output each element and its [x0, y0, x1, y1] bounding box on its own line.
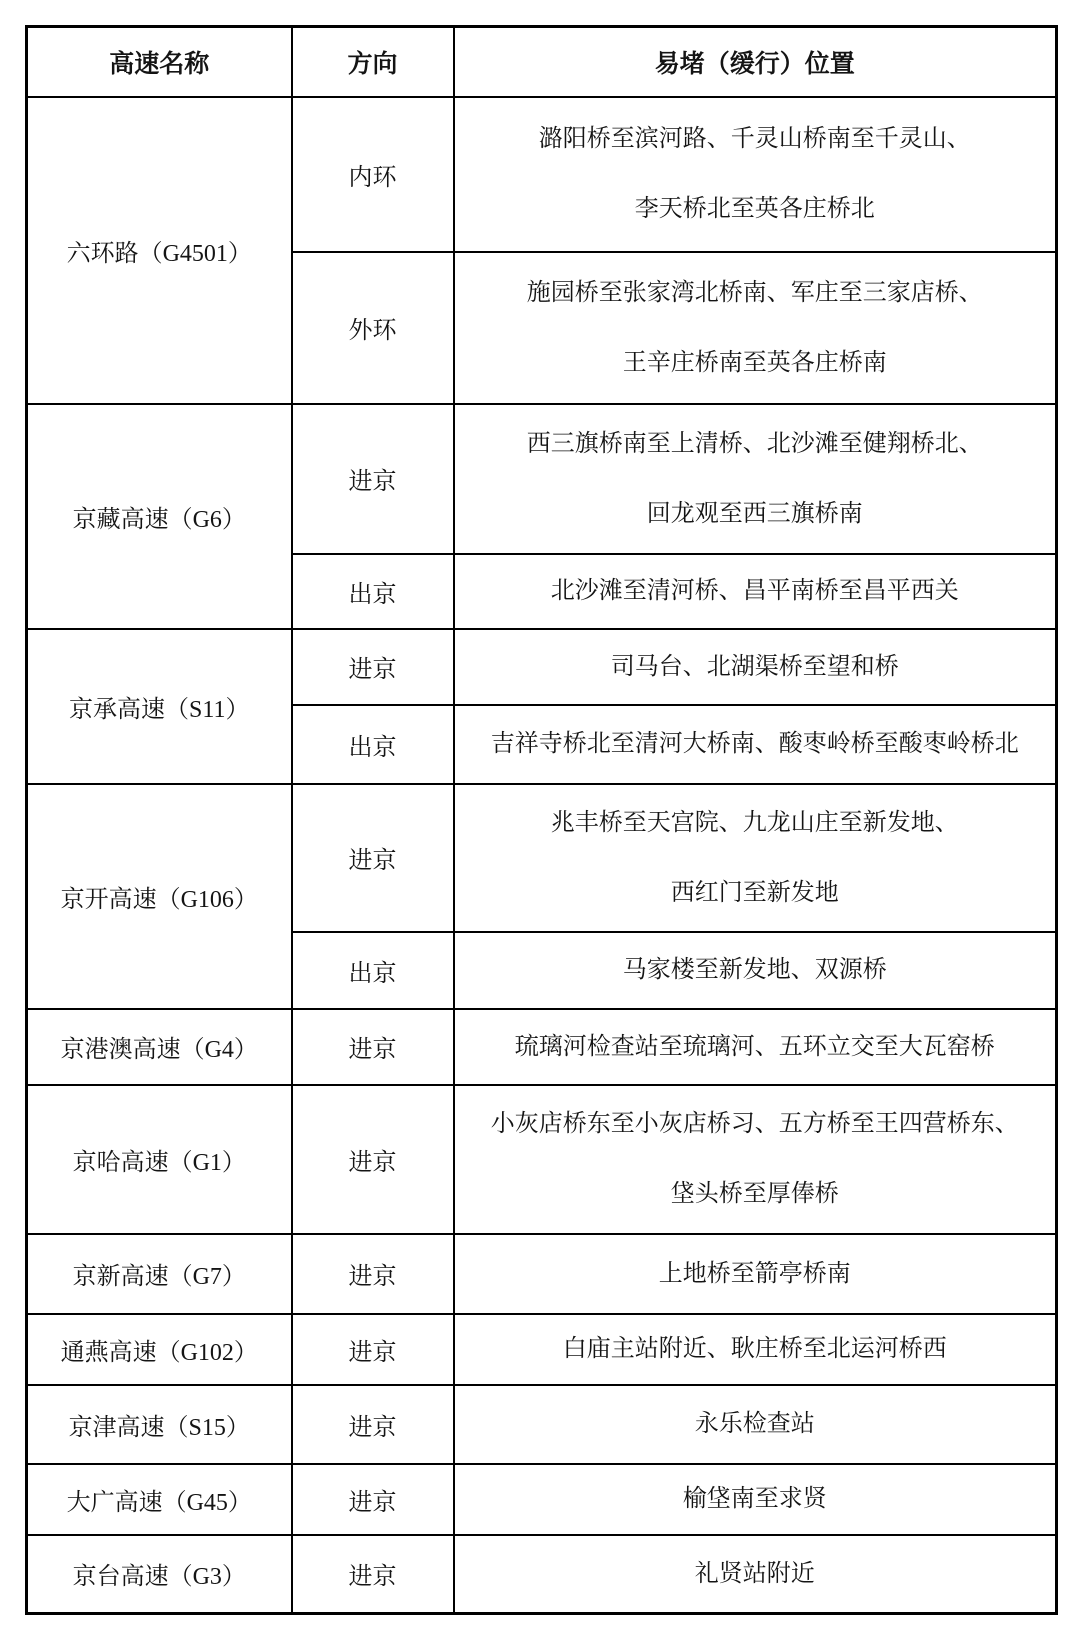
direction-cell: 进京 [292, 1314, 454, 1385]
location-cell [454, 784, 1057, 932]
location-line: 琉璃河检查站至琉璃河、五环立交至大瓦窑桥 [514, 1033, 995, 1060]
location-cell [454, 1464, 1057, 1535]
highway-name-cell: 京哈高速（G1） [27, 1085, 292, 1234]
location-line: 王辛庄桥南至英各庄桥南 [622, 349, 887, 376]
table-row [27, 404, 1057, 554]
location-line: 潞阳桥至滨河路、千灵山桥南至千灵山、 [538, 126, 971, 152]
location-cell [454, 705, 1057, 784]
location-line: 兆丰桥至天宫院、九龙山庄至新发地、 [550, 809, 959, 836]
location-cell [454, 1314, 1057, 1385]
table-row [27, 1464, 1057, 1535]
highway-congestion-table [25, 25, 1058, 1615]
location-line: 上地桥至箭亭桥南 [658, 1260, 851, 1287]
col-header-direction: 方向 [292, 27, 454, 97]
location-cell [454, 1234, 1057, 1314]
direction-cell: 进京 [292, 404, 454, 554]
direction-cell: 内环 [292, 97, 454, 252]
location-line: 永乐检查站 [694, 1411, 815, 1437]
table-row [27, 97, 1057, 252]
location-line: 西红门至新发地 [670, 879, 839, 906]
direction-cell: 外环 [292, 252, 454, 404]
table-row [27, 1009, 1057, 1085]
location-cell [454, 932, 1057, 1009]
direction-cell: 进京 [292, 1464, 454, 1535]
col-header-congestion-location: 易堵（缓行）位置 [454, 27, 1057, 97]
direction-cell: 出京 [292, 932, 454, 1009]
direction-cell: 进京 [292, 629, 454, 705]
location-line: 施园桥至张家湾北桥南、军庄至三家店桥、 [526, 279, 983, 306]
direction-cell: 进京 [292, 1009, 454, 1085]
location-cell [454, 252, 1057, 404]
table-row [27, 784, 1057, 932]
location-line: 司马台、北湖渠桥至望和桥 [610, 653, 899, 680]
highway-name-cell: 京藏高速（G6） [27, 404, 292, 629]
direction-cell: 进京 [292, 1385, 454, 1464]
highway-name-cell: 京台高速（G3） [27, 1535, 292, 1614]
location-cell [454, 97, 1057, 252]
direction-cell: 进京 [292, 1085, 454, 1234]
col-header-highway-name: 高速名称 [27, 27, 292, 97]
table-row [27, 1085, 1057, 1234]
location-line: 北沙滩至清河桥、昌平南桥至昌平西关 [550, 578, 959, 604]
highway-name-cell: 京港澳高速（G4） [27, 1009, 292, 1085]
location-cell [454, 1009, 1057, 1085]
highway-name-cell: 京津高速（S15） [27, 1385, 292, 1464]
location-line: 垡头桥至厚俸桥 [670, 1181, 839, 1207]
location-line: 礼贤站附近 [694, 1560, 815, 1587]
location-line: 马家楼至新发地、双源桥 [622, 957, 887, 983]
header-row [27, 27, 1057, 97]
table-row [27, 629, 1057, 705]
location-line: 李天桥北至英各庄桥北 [634, 196, 875, 222]
highway-name-cell: 大广高速（G45） [27, 1464, 292, 1535]
highway-name-cell: 六环路（G4501） [27, 97, 292, 404]
location-line: 吉祥寺桥北至清河大桥南、酸枣岭桥至酸枣岭桥北 [490, 731, 1019, 757]
location-cell [454, 629, 1057, 705]
direction-cell: 出京 [292, 705, 454, 784]
location-line: 榆垡南至求贤 [682, 1486, 827, 1512]
highway-name-cell: 京新高速（G7） [27, 1234, 292, 1314]
location-cell [454, 1535, 1057, 1614]
location-cell [454, 1085, 1057, 1234]
highway-name-cell: 京承高速（S11） [27, 629, 292, 784]
location-cell [454, 554, 1057, 629]
direction-cell: 出京 [292, 554, 454, 629]
table-row [27, 1234, 1057, 1314]
direction-cell: 进京 [292, 1535, 454, 1614]
location-line: 西三旗桥南至上清桥、北沙滩至健翔桥北、 [526, 430, 983, 457]
location-line: 回龙观至西三旗桥南 [646, 500, 863, 527]
location-line: 白庙主站附近、耿庄桥至北运河桥西 [562, 1336, 947, 1362]
highway-name-cell: 通燕高速（G102） [27, 1314, 292, 1385]
location-cell [454, 1385, 1057, 1464]
location-line: 小灰店桥东至小灰店桥习、五方桥至王四营桥东、 [490, 1111, 1019, 1137]
highway-name-cell: 京开高速（G106） [27, 784, 292, 1009]
table-row [27, 1535, 1057, 1614]
location-cell [454, 404, 1057, 554]
table-row [27, 1314, 1057, 1385]
direction-cell: 进京 [292, 784, 454, 932]
table-row [27, 1385, 1057, 1464]
direction-cell: 进京 [292, 1234, 454, 1314]
